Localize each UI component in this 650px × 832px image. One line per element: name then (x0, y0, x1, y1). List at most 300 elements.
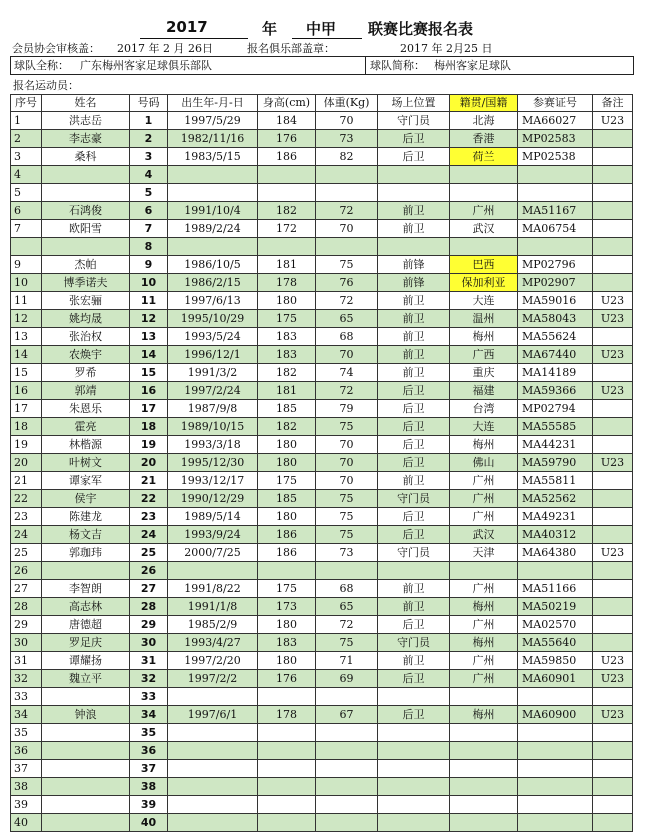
player-name: 石鸿俊 (42, 202, 130, 220)
player-number: 17 (130, 400, 168, 418)
player-dob: 1997/2/2 (168, 670, 258, 688)
player-name (42, 814, 130, 832)
player-weight: 75 (316, 490, 378, 508)
player-position (378, 814, 450, 832)
player-weight: 74 (316, 364, 378, 382)
player-note (593, 202, 633, 220)
player-cert (518, 742, 593, 760)
player-note: U23 (593, 544, 633, 562)
player-weight: 72 (316, 202, 378, 220)
player-cert: MA51166 (518, 580, 593, 598)
player-position: 前卫 (378, 220, 450, 238)
player-seq: 32 (11, 670, 42, 688)
player-height (258, 796, 316, 814)
player-cert: MA60900 (518, 706, 593, 724)
table-row (11, 454, 633, 472)
col-header-number: 号码 (130, 95, 168, 112)
table-row (11, 688, 633, 706)
player-name: 李志豪 (42, 130, 130, 148)
player-origin: 巴西 (450, 256, 518, 274)
table-row (11, 580, 633, 598)
table-row (11, 616, 633, 634)
player-origin (450, 724, 518, 742)
table-row (11, 742, 633, 760)
player-height: 180 (258, 454, 316, 472)
player-height (258, 778, 316, 796)
player-weight (316, 184, 378, 202)
title-year-char: 年 (262, 20, 278, 38)
player-weight (316, 238, 378, 256)
player-number: 11 (130, 292, 168, 310)
player-position: 后卫 (378, 148, 450, 166)
player-origin (450, 562, 518, 580)
player-weight: 68 (316, 580, 378, 598)
table-row (11, 202, 633, 220)
player-origin (450, 166, 518, 184)
player-name: 博季诺夫 (42, 274, 130, 292)
table-row (11, 508, 633, 526)
player-name: 欧阳雪 (42, 220, 130, 238)
player-weight: 70 (316, 472, 378, 490)
player-dob (168, 562, 258, 580)
player-dob: 1993/4/27 (168, 634, 258, 652)
player-origin: 广州 (450, 670, 518, 688)
player-weight: 72 (316, 616, 378, 634)
player-number: 9 (130, 256, 168, 274)
player-position: 后卫 (378, 526, 450, 544)
player-weight: 82 (316, 148, 378, 166)
player-weight: 72 (316, 292, 378, 310)
player-dob (168, 238, 258, 256)
player-height: 173 (258, 598, 316, 616)
player-seq: 9 (11, 256, 42, 274)
player-name: 唐德超 (42, 616, 130, 634)
player-note (593, 508, 633, 526)
player-name (42, 238, 130, 256)
player-note: U23 (593, 346, 633, 364)
player-seq: 15 (11, 364, 42, 382)
team-full-name-label: 球队全称： (14, 59, 69, 72)
player-number: 15 (130, 364, 168, 382)
table-row (11, 364, 633, 382)
table-row (11, 292, 633, 310)
player-number: 31 (130, 652, 168, 670)
player-cert: MA59016 (518, 292, 593, 310)
player-dob: 1993/12/17 (168, 472, 258, 490)
player-seq: 1 (11, 112, 42, 130)
table-row (11, 400, 633, 418)
player-height: 176 (258, 130, 316, 148)
player-name: 张治权 (42, 328, 130, 346)
col-header-note: 备注 (593, 95, 633, 112)
player-seq: 30 (11, 634, 42, 652)
table-row (11, 346, 633, 364)
player-seq: 21 (11, 472, 42, 490)
player-height: 182 (258, 364, 316, 382)
player-height (258, 742, 316, 760)
player-number: 22 (130, 490, 168, 508)
player-seq: 28 (11, 598, 42, 616)
player-dob: 1997/2/20 (168, 652, 258, 670)
player-dob: 1995/12/30 (168, 454, 258, 472)
player-cert: MP02796 (518, 256, 593, 274)
player-origin: 北海 (450, 112, 518, 130)
player-number: 25 (130, 544, 168, 562)
player-cert: MA40312 (518, 526, 593, 544)
player-number: 19 (130, 436, 168, 454)
player-origin: 荷兰 (450, 148, 518, 166)
player-origin: 福建 (450, 382, 518, 400)
player-name: 姚均晟 (42, 310, 130, 328)
table-row (11, 814, 633, 832)
player-height (258, 814, 316, 832)
player-dob (168, 760, 258, 778)
player-seq: 37 (11, 760, 42, 778)
player-height: 183 (258, 634, 316, 652)
player-cert: MA64380 (518, 544, 593, 562)
player-origin: 广西 (450, 346, 518, 364)
player-seq: 23 (11, 508, 42, 526)
player-cert: MA58043 (518, 310, 593, 328)
table-row (11, 148, 633, 166)
player-origin (450, 778, 518, 796)
player-name: 罗足庆 (42, 634, 130, 652)
team-short-name: 梅州客家足球队 (434, 59, 511, 72)
player-position: 后卫 (378, 400, 450, 418)
player-note (593, 562, 633, 580)
player-seq: 20 (11, 454, 42, 472)
player-dob: 1986/2/15 (168, 274, 258, 292)
player-name: 霍亮 (42, 418, 130, 436)
player-position: 后卫 (378, 706, 450, 724)
player-position (378, 778, 450, 796)
player-dob (168, 184, 258, 202)
player-name: 魏立平 (42, 670, 130, 688)
player-seq: 18 (11, 418, 42, 436)
player-dob: 1990/12/29 (168, 490, 258, 508)
player-seq: 16 (11, 382, 42, 400)
player-weight: 70 (316, 346, 378, 364)
player-origin: 广州 (450, 202, 518, 220)
player-height (258, 166, 316, 184)
table-row (11, 310, 633, 328)
player-number: 33 (130, 688, 168, 706)
player-dob: 1991/8/22 (168, 580, 258, 598)
player-number: 6 (130, 202, 168, 220)
player-dob: 1991/3/2 (168, 364, 258, 382)
player-seq: 14 (11, 346, 42, 364)
table-row (11, 472, 633, 490)
player-cert: MP02907 (518, 274, 593, 292)
player-origin (450, 814, 518, 832)
player-note (593, 436, 633, 454)
player-number: 37 (130, 760, 168, 778)
player-seq: 2 (11, 130, 42, 148)
player-name (42, 184, 130, 202)
player-cert (518, 724, 593, 742)
player-seq: 11 (11, 292, 42, 310)
player-height: 186 (258, 148, 316, 166)
player-position: 前卫 (378, 472, 450, 490)
player-position: 前卫 (378, 202, 450, 220)
player-number: 29 (130, 616, 168, 634)
player-weight (316, 166, 378, 184)
player-name: 侯宇 (42, 490, 130, 508)
player-name (42, 688, 130, 706)
player-seq: 27 (11, 580, 42, 598)
player-note (593, 724, 633, 742)
player-position: 后卫 (378, 436, 450, 454)
title-league: 中甲 (306, 20, 337, 38)
table-row (11, 166, 633, 184)
table-row (11, 652, 633, 670)
player-position (378, 796, 450, 814)
player-cert (518, 814, 593, 832)
table-row (11, 634, 633, 652)
player-origin: 大连 (450, 292, 518, 310)
player-height: 185 (258, 400, 316, 418)
player-dob: 1987/9/8 (168, 400, 258, 418)
col-header-seq: 序号 (11, 95, 42, 112)
player-note (593, 778, 633, 796)
player-note (593, 274, 633, 292)
player-seq: 33 (11, 688, 42, 706)
player-dob (168, 688, 258, 706)
player-dob: 1985/2/9 (168, 616, 258, 634)
player-note (593, 814, 633, 832)
player-height: 182 (258, 202, 316, 220)
player-dob: 1982/11/16 (168, 130, 258, 148)
player-cert (518, 166, 593, 184)
player-height: 172 (258, 220, 316, 238)
team-short-name-label: 球队简称： (370, 59, 425, 72)
player-name: 朱恩乐 (42, 400, 130, 418)
player-cert: MP02794 (518, 400, 593, 418)
players-label: 报名运动员： (13, 79, 79, 92)
player-cert: MA55811 (518, 472, 593, 490)
player-height: 180 (258, 508, 316, 526)
player-weight: 79 (316, 400, 378, 418)
player-cert: MA55640 (518, 634, 593, 652)
player-seq: 6 (11, 202, 42, 220)
player-origin (450, 796, 518, 814)
player-number: 14 (130, 346, 168, 364)
player-seq: 25 (11, 544, 42, 562)
player-dob: 1989/10/15 (168, 418, 258, 436)
player-weight: 68 (316, 328, 378, 346)
player-weight: 75 (316, 508, 378, 526)
player-number: 8 (130, 238, 168, 256)
player-cert (518, 760, 593, 778)
player-cert: MA66027 (518, 112, 593, 130)
player-dob (168, 724, 258, 742)
table-row (11, 112, 633, 130)
player-number: 40 (130, 814, 168, 832)
player-height: 180 (258, 292, 316, 310)
player-position (378, 238, 450, 256)
player-position: 前卫 (378, 310, 450, 328)
player-name (42, 760, 130, 778)
player-weight: 70 (316, 220, 378, 238)
player-number: 35 (130, 724, 168, 742)
player-name: 郭靖 (42, 382, 130, 400)
player-note (593, 598, 633, 616)
player-position: 前卫 (378, 292, 450, 310)
player-weight: 67 (316, 706, 378, 724)
player-seq: 36 (11, 742, 42, 760)
title-form-name: 联赛比赛报名表 (368, 20, 474, 38)
player-cert: MA52562 (518, 490, 593, 508)
player-position: 前卫 (378, 652, 450, 670)
player-name (42, 742, 130, 760)
player-number: 39 (130, 796, 168, 814)
player-seq: 22 (11, 490, 42, 508)
player-note: U23 (593, 652, 633, 670)
table-row (11, 724, 633, 742)
player-note: U23 (593, 292, 633, 310)
player-seq: 7 (11, 220, 42, 238)
player-height (258, 562, 316, 580)
player-number: 28 (130, 598, 168, 616)
player-origin: 保加利亚 (450, 274, 518, 292)
player-note (593, 184, 633, 202)
player-origin: 广州 (450, 490, 518, 508)
club-seal-date: 2017 年 2月25 日 (400, 42, 493, 55)
player-height: 183 (258, 346, 316, 364)
player-origin (450, 742, 518, 760)
player-position: 前卫 (378, 364, 450, 382)
player-cert: MA14189 (518, 364, 593, 382)
player-dob: 1991/10/4 (168, 202, 258, 220)
player-name (42, 796, 130, 814)
player-number: 1 (130, 112, 168, 130)
player-weight (316, 778, 378, 796)
player-height: 175 (258, 472, 316, 490)
table-row (11, 526, 633, 544)
player-origin: 梅州 (450, 328, 518, 346)
player-origin: 大连 (450, 418, 518, 436)
player-dob: 1989/5/14 (168, 508, 258, 526)
player-seq: 19 (11, 436, 42, 454)
player-weight (316, 562, 378, 580)
player-cert: MA59366 (518, 382, 593, 400)
player-origin: 广州 (450, 652, 518, 670)
player-origin: 梅州 (450, 598, 518, 616)
player-origin: 广州 (450, 508, 518, 526)
player-note (593, 616, 633, 634)
player-origin: 武汉 (450, 220, 518, 238)
player-note: U23 (593, 670, 633, 688)
player-name: 谭耀扬 (42, 652, 130, 670)
player-weight: 75 (316, 634, 378, 652)
player-cert: MA67440 (518, 346, 593, 364)
player-cert: MP02583 (518, 130, 593, 148)
player-name (42, 166, 130, 184)
player-number: 34 (130, 706, 168, 724)
player-seq: 12 (11, 310, 42, 328)
player-note (593, 580, 633, 598)
player-position (378, 760, 450, 778)
table-row (11, 130, 633, 148)
player-note: U23 (593, 706, 633, 724)
col-header-weight: 体重(Kg) (316, 95, 378, 112)
player-number: 36 (130, 742, 168, 760)
player-weight (316, 814, 378, 832)
player-position (378, 742, 450, 760)
player-dob: 1989/2/24 (168, 220, 258, 238)
player-dob (168, 778, 258, 796)
table-row (11, 256, 633, 274)
player-dob: 1997/6/13 (168, 292, 258, 310)
player-seq: 34 (11, 706, 42, 724)
player-dob: 1993/5/24 (168, 328, 258, 346)
player-note (593, 796, 633, 814)
player-name: 杨文吉 (42, 526, 130, 544)
player-note (593, 760, 633, 778)
player-name: 叶树文 (42, 454, 130, 472)
player-seq: 26 (11, 562, 42, 580)
player-cert: MA49231 (518, 508, 593, 526)
player-note (593, 364, 633, 382)
player-dob (168, 796, 258, 814)
player-name: 桑科 (42, 148, 130, 166)
player-dob: 1983/5/15 (168, 148, 258, 166)
player-weight: 75 (316, 418, 378, 436)
player-dob: 2000/7/25 (168, 544, 258, 562)
player-number: 26 (130, 562, 168, 580)
player-dob: 1991/1/8 (168, 598, 258, 616)
player-origin: 梅州 (450, 436, 518, 454)
player-origin: 温州 (450, 310, 518, 328)
player-name: 李智朗 (42, 580, 130, 598)
player-origin (450, 760, 518, 778)
player-origin: 天津 (450, 544, 518, 562)
player-weight: 70 (316, 436, 378, 454)
player-height: 186 (258, 544, 316, 562)
player-weight (316, 796, 378, 814)
player-origin: 梅州 (450, 706, 518, 724)
player-cert: MA60901 (518, 670, 593, 688)
player-height: 176 (258, 670, 316, 688)
player-weight: 75 (316, 526, 378, 544)
player-position: 前卫 (378, 328, 450, 346)
player-dob (168, 166, 258, 184)
col-header-height: 身高(cm) (258, 95, 316, 112)
player-height: 175 (258, 310, 316, 328)
player-origin: 武汉 (450, 526, 518, 544)
association-approval-label: 会员协会审核盖： (12, 42, 100, 55)
player-weight: 70 (316, 454, 378, 472)
table-row (11, 436, 633, 454)
player-origin: 广州 (450, 580, 518, 598)
player-name: 钟浪 (42, 706, 130, 724)
col-header-nationality: 籍贯/国籍 (450, 95, 518, 112)
player-weight (316, 724, 378, 742)
player-dob: 1997/2/24 (168, 382, 258, 400)
player-name: 林楷源 (42, 436, 130, 454)
table-row (11, 598, 633, 616)
player-weight: 73 (316, 130, 378, 148)
player-number: 38 (130, 778, 168, 796)
player-cert: MA44231 (518, 436, 593, 454)
table-row (11, 706, 633, 724)
player-position: 前卫 (378, 346, 450, 364)
player-number: 21 (130, 472, 168, 490)
player-cert: MA02570 (518, 616, 593, 634)
table-row (11, 778, 633, 796)
player-position (378, 562, 450, 580)
player-name: 罗希 (42, 364, 130, 382)
